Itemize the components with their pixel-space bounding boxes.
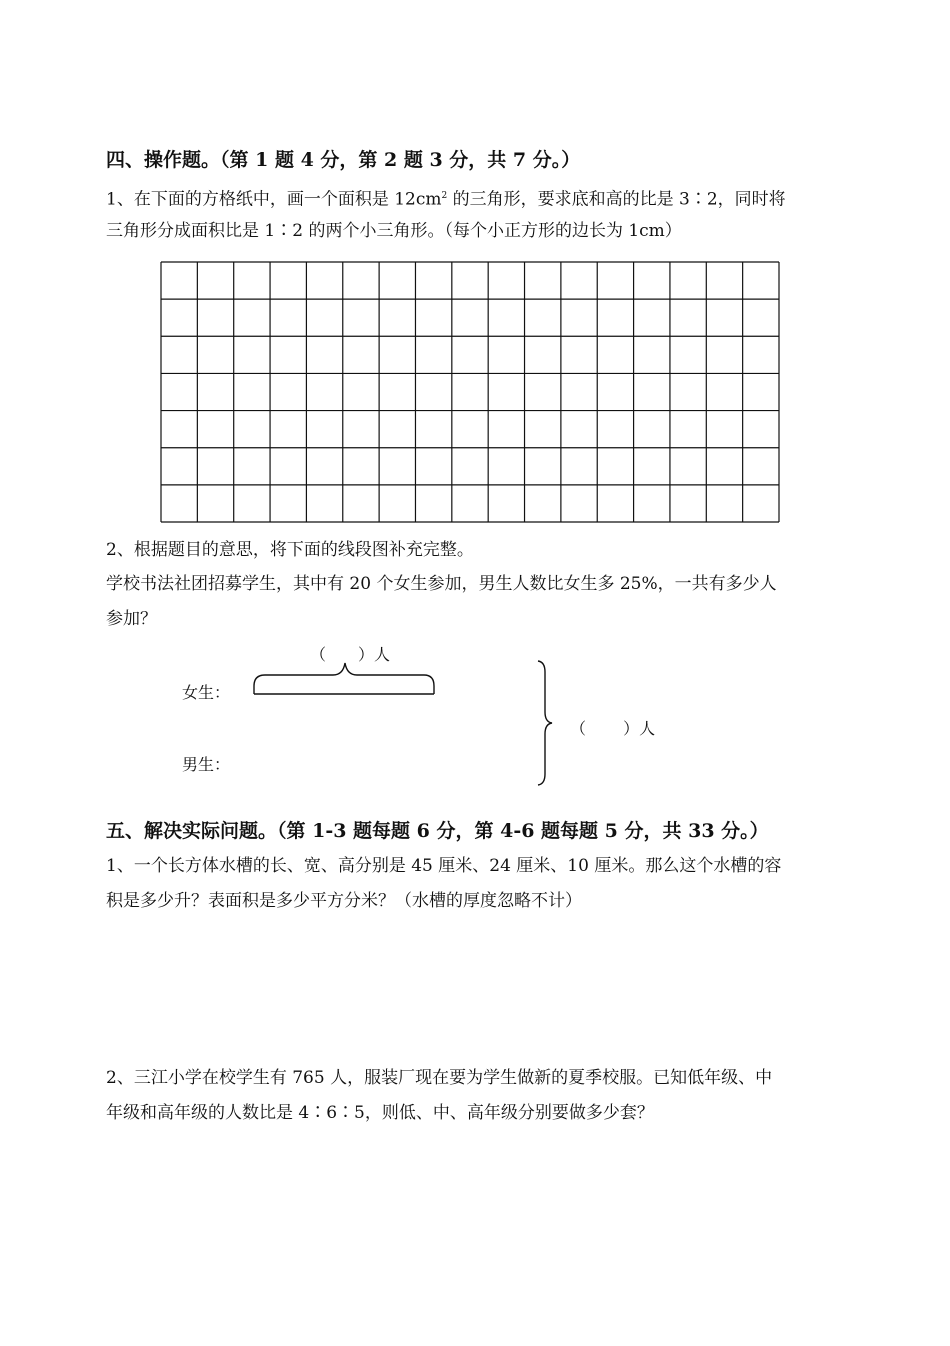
section4-q2-line2: 学校书法社团招募学生，其中有 20 个女生参加，男生人数比女生多 25%，一共有多少人 [106,574,777,594]
girls-segment-brace [254,663,434,686]
section4-q2-line3: 参加？ [106,609,157,629]
section4-heading: 四、操作题。（第 1 题 4 分，第 2 题 3 分，共 7 分。） [106,149,581,171]
section5-q1-line2: 积是多少升？表面积是多少平方分米？（水槽的厚度忽略不计） [106,891,582,911]
section4-q2-line1: 2、根据题目的意思，将下面的线段图补充完整。 [106,540,474,560]
total-brace [538,661,552,785]
q1-superscript: 2 [441,191,448,201]
total-count-blank: （ ）人 [570,719,656,738]
girls-count-blank: （ ）人 [310,645,391,664]
section5-q1-line1: 1、一个长方体水槽的长、宽、高分别是 45 厘米、24 厘米、10 厘米。那么这个水槽的容 [106,856,782,876]
boys-label: 男生： [182,755,231,774]
section5-q2-line1: 2、三江小学在校学生有 765 人，服装厂现在要为学生做新的夏季校服。已知低年级、中 [106,1068,773,1088]
girls-label: 女生： [182,683,231,702]
q1-text-b: 的三角形，要求底和高的比是 3∶2，同时将 [447,189,786,210]
section5-heading: 五、解决实际问题。（第 1-3 题每题 6 分，第 4-6 题每题 5 分，共 33 分。） [106,820,769,842]
q1-text-a: 1、在下面的方格纸中，画一个面积是 12cm [106,189,442,210]
section4-q1-line2: 三角形分成面积比是 1∶2 的两个小三角形。（每个小正方形的边长为 1cm） [106,221,682,241]
section5-q2-line2: 年级和高年级的人数比是 4∶6∶5，则低、中、高年级分别要做多少套？ [106,1103,654,1123]
